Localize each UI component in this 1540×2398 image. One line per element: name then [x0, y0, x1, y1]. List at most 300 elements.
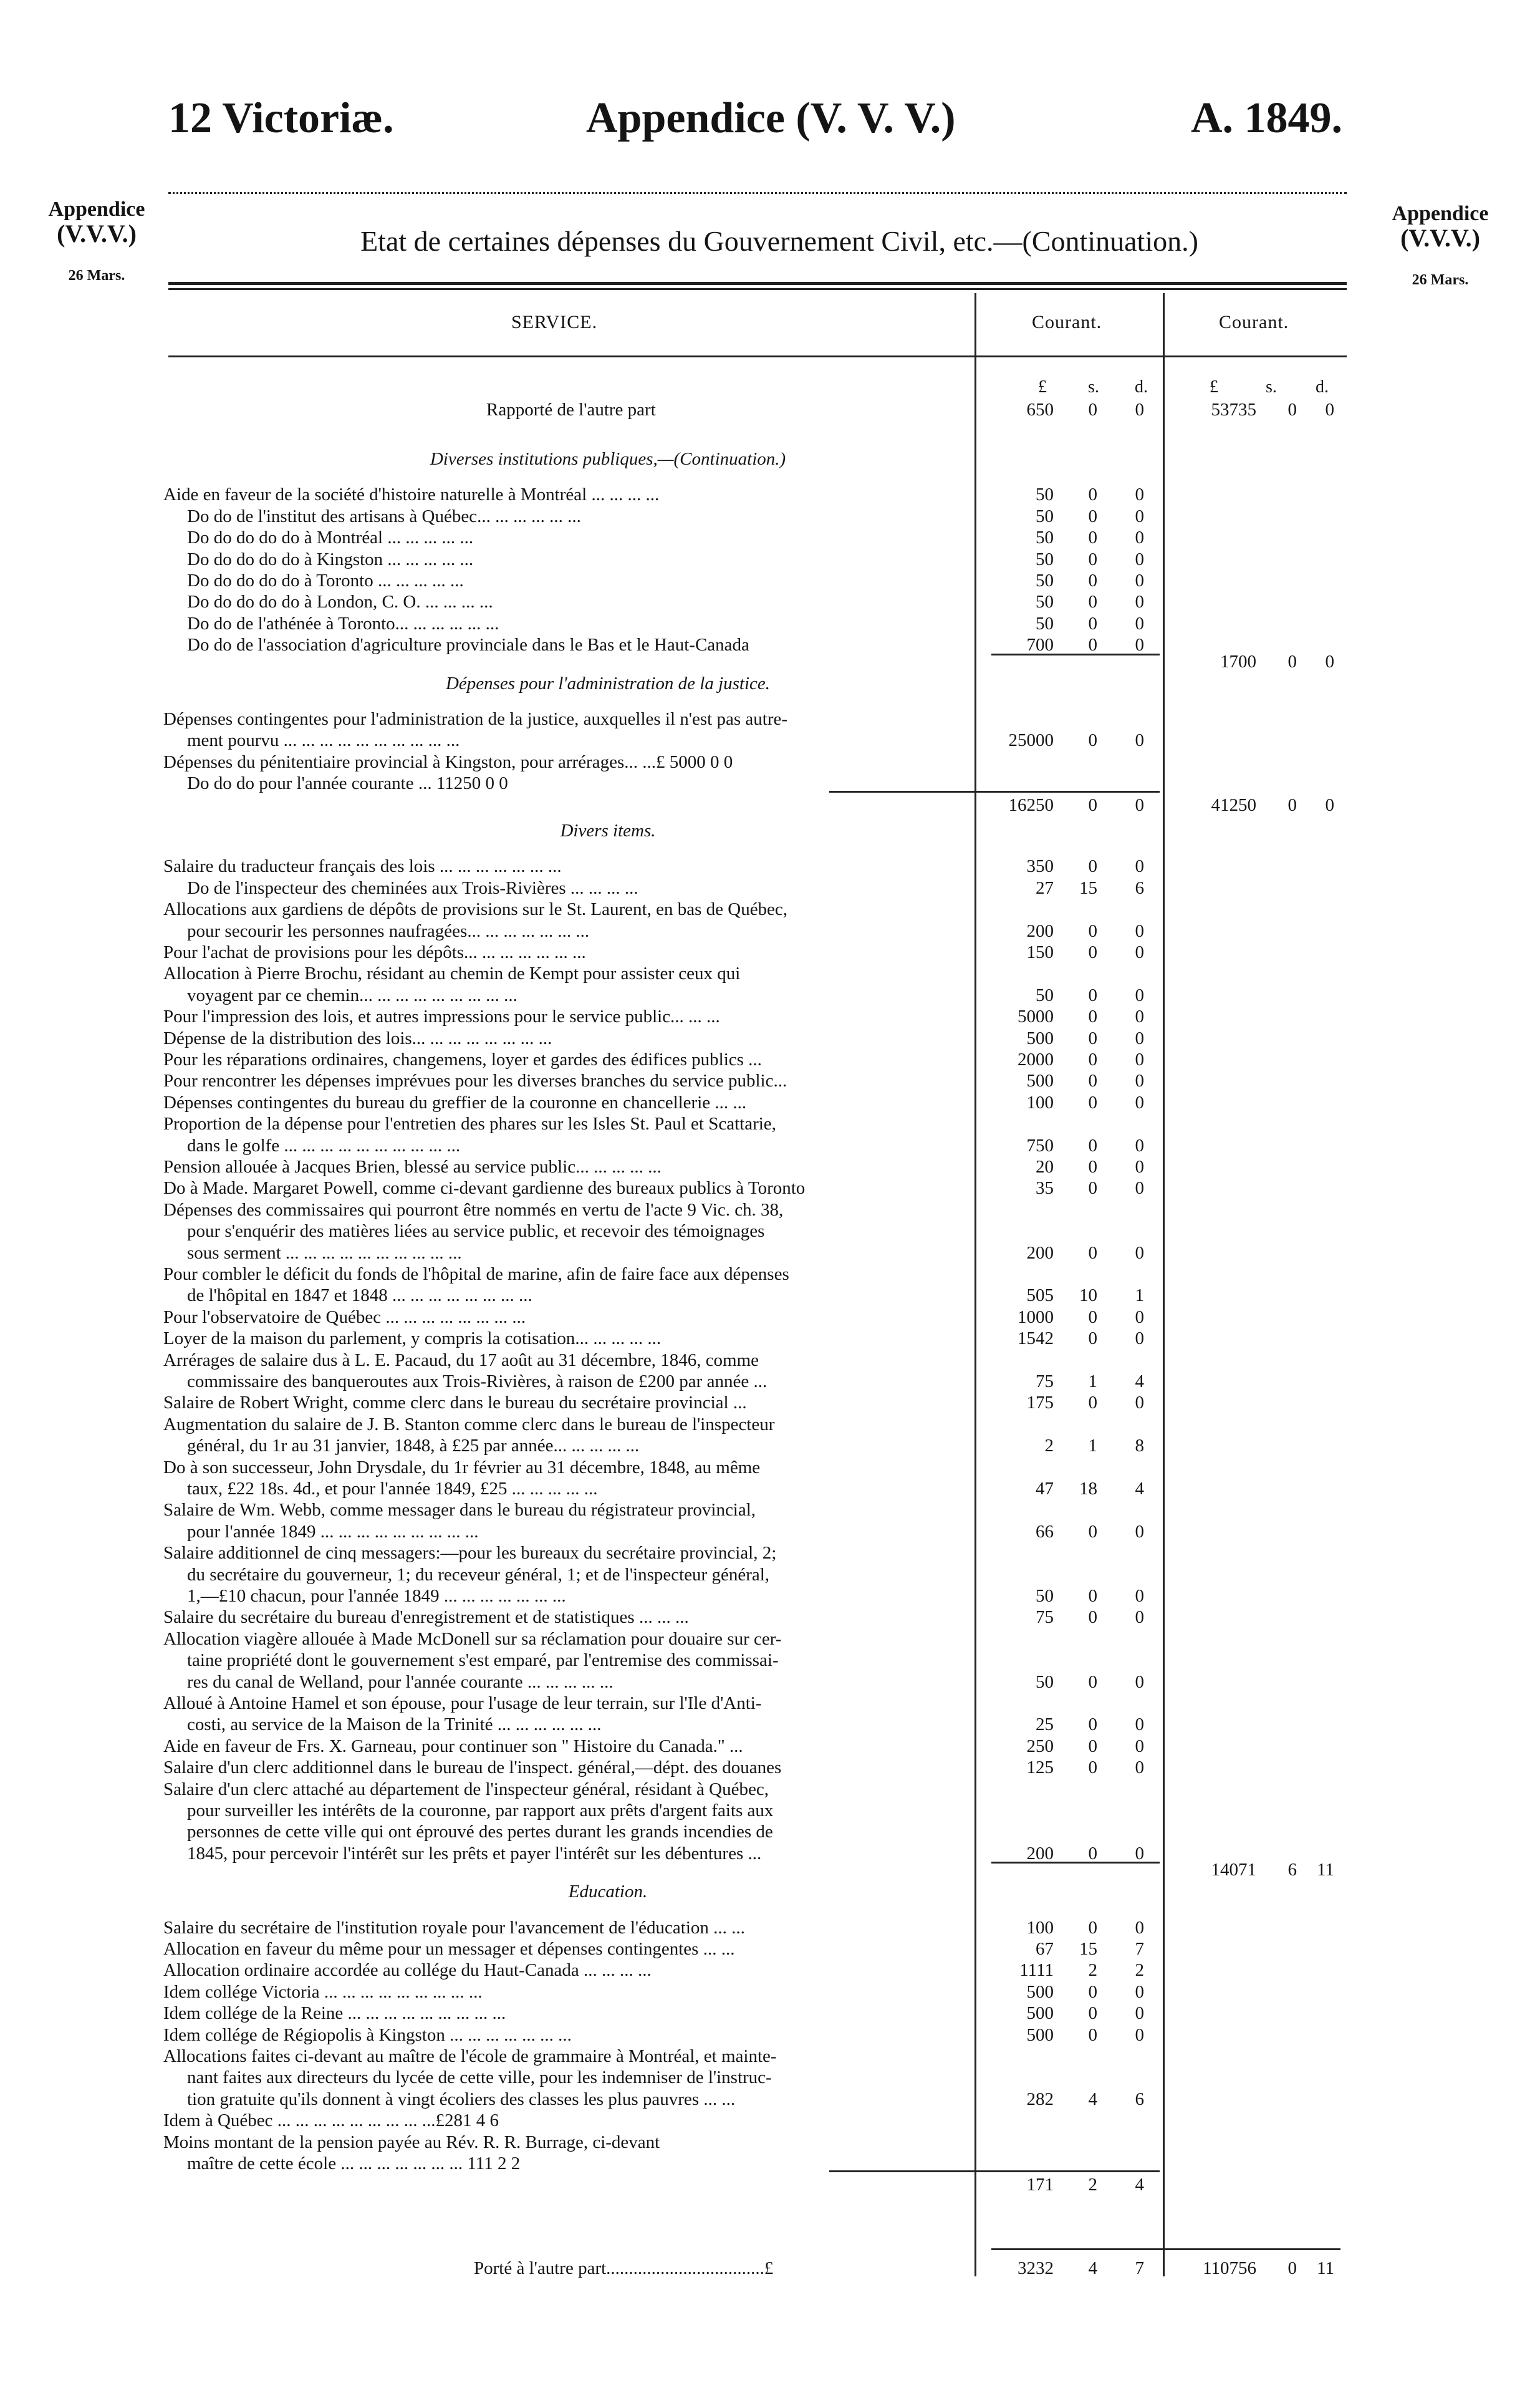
amount-pence: 0 — [1135, 730, 1144, 750]
amount-pence: 0 — [1135, 528, 1144, 548]
table-row — [0, 1350, 1540, 1371]
row-label: maître de cette école ... ... ... ... ... ... ... 111 2 2 — [187, 2154, 521, 2173]
amount-pence: 0 — [1135, 1918, 1144, 1938]
row-label: tion gratuite qu'ils donnent à vingt écoliers des classes les plus pauvres ... ... — [187, 2089, 736, 2109]
row-label: pour surveiller les intérêts de la couronne, par rapport aux prêts d'argent faits aux — [187, 1801, 774, 1820]
table-row — [0, 2046, 1540, 2067]
total-pounds: 14071 — [1211, 1860, 1256, 1880]
table-row — [0, 2024, 1540, 2046]
amount-shillings: 18 — [1079, 1479, 1097, 1499]
amount-shillings: 0 — [1088, 1586, 1097, 1606]
row-label: Dépenses contingentes du bureau du greffier de la couronne en chancellerie ... ... — [163, 1093, 747, 1113]
table-row — [0, 1285, 1540, 1306]
table-row — [0, 1135, 1540, 1156]
amount-pence: 0 — [1135, 1714, 1144, 1734]
amount-pence: 4 — [1135, 2175, 1144, 2195]
unit-pound: £ — [1210, 377, 1218, 397]
amount-shillings: 0 — [1088, 1093, 1097, 1113]
amount-shillings: 0 — [1088, 1243, 1097, 1263]
amount-shillings: 15 — [1079, 1939, 1097, 1959]
row-label: nant faites aux directeurs du lycée de cette ville, pour les indemniser de l'instruc- — [187, 2067, 772, 2087]
row-label: Pour rencontrer les dépenses imprévues pour les diverses branches du service public... — [163, 1071, 787, 1091]
total-pounds: 53735 — [1211, 400, 1256, 420]
amount-shillings: 0 — [1088, 635, 1097, 655]
table-row — [0, 1938, 1540, 1960]
amount-pence: 0 — [1135, 506, 1144, 526]
amount-pence: 0 — [1135, 2025, 1144, 2045]
row-label: taux, £22 18s. 4d., et pour l'année 1849, £25 ... ... ... ... ... — [187, 1479, 598, 1499]
amount-shillings: 0 — [1088, 1918, 1097, 1938]
table-row — [0, 1049, 1540, 1070]
table-row — [0, 1736, 1540, 1757]
amount-shillings: 4 — [1088, 2089, 1097, 2109]
table-row — [0, 942, 1540, 963]
amount-pounds: 200 — [1026, 1844, 1054, 1864]
amount-shillings: 0 — [1088, 2025, 1097, 2045]
table-row — [0, 1917, 1540, 1938]
amount-pounds: 25000 — [1008, 730, 1054, 750]
row-label: pour l'année 1849 ... ... ... ... ... ... ... ... ... — [187, 1522, 479, 1542]
amount-shillings: 0 — [1088, 1844, 1097, 1864]
amount-pounds: 67 — [1036, 1939, 1054, 1959]
table-row — [0, 1092, 1540, 1113]
amount-pence: 0 — [1135, 1393, 1144, 1413]
row-label: Do do de l'institut des artisans à Québec... ... ... ... ... ... — [187, 506, 581, 526]
amount-shillings: 1 — [1088, 1436, 1097, 1456]
table-row — [0, 527, 1540, 548]
amount-pence: 0 — [1135, 1736, 1144, 1756]
amount-shillings: 0 — [1088, 2003, 1097, 2023]
total-pounds: 1700 — [1220, 652, 1256, 672]
total-pence: 0 — [1325, 400, 1334, 420]
row-label: dans le golfe ... ... ... ... ... ... ... ... ... ... — [187, 1136, 461, 1156]
row-label: Augmentation du salaire de J. B. Stanton comme clerc dans le bureau de l'inspecteur — [163, 1414, 775, 1434]
opening-label: Rapporté de l'autre part — [486, 400, 656, 420]
row-label: voyagent par ce chemin... ... ... ... ... ... ... ... ... — [187, 985, 517, 1005]
table-row — [0, 730, 1540, 751]
table-row — [0, 1757, 1540, 1778]
table-row — [0, 1499, 1540, 1521]
table-row — [0, 899, 1540, 920]
amount-pounds: 500 — [1026, 2003, 1054, 2023]
amount-shillings: 0 — [1088, 1672, 1097, 1692]
amount-pence: 0 — [1135, 942, 1144, 962]
amount-pounds: 27 — [1036, 878, 1054, 898]
amount-shillings: 0 — [1088, 730, 1097, 750]
amount-pounds: 200 — [1026, 921, 1054, 941]
row-label: Do do do do do à London, C. O. ... ... ... ... — [187, 592, 493, 612]
header-center: Appendice (V. V. V.) — [586, 94, 956, 142]
table-row — [0, 484, 1540, 505]
amount-shillings: 0 — [1088, 1071, 1097, 1091]
amount-pence: 0 — [1135, 2003, 1144, 2023]
table-row — [0, 1392, 1540, 1413]
row-label: Dépenses contingentes pour l'administration de la justice, auxquelles il n'est pas autre- — [163, 709, 788, 729]
total-shillings: 0 — [1287, 795, 1297, 815]
table-row — [0, 752, 1540, 773]
row-label: Allocations faites ci-devant au maître de l'école de grammaire à Montréal, et mainte- — [163, 2046, 777, 2066]
table-row — [0, 1521, 1540, 1542]
top-rule — [168, 192, 1347, 194]
table-row — [0, 1264, 1540, 1285]
amount-pounds: 75 — [1036, 1607, 1054, 1627]
total-pence: 0 — [1325, 795, 1334, 815]
amount-pence: 0 — [1135, 1243, 1144, 1263]
margin-code: (V.V.V.) — [57, 219, 137, 248]
table-row — [0, 773, 1540, 794]
row-label: Allocation à Pierre Brochu, résidant au chemin de Kempt pour assister ceux qui — [163, 964, 741, 984]
table-row — [0, 1671, 1540, 1693]
amount-shillings: 0 — [1088, 1028, 1097, 1048]
table-row — [0, 1981, 1540, 2003]
closing-row — [0, 2258, 1540, 2279]
table-row — [0, 1242, 1540, 1264]
amount-pounds: 250 — [1026, 1736, 1054, 1756]
row-label: Dépense de la distribution des lois... ... ... ... ... ... ... ... — [163, 1028, 552, 1048]
amount-shillings: 0 — [1088, 1736, 1097, 1756]
page-title: Etat de certaines dépenses du Gouvernement Civil, etc.—(Continuation.) — [360, 225, 1198, 257]
amount-shillings: 0 — [1088, 1178, 1097, 1198]
row-label: Idem collége de la Reine ... ... ... ... ... ... ... ... ... — [163, 2003, 506, 2023]
margin-note-right — [1359, 203, 1521, 288]
total-pence: 11 — [1317, 2258, 1334, 2278]
total-shillings: 0 — [1287, 2258, 1297, 2278]
row-label: Salaire additionnel de cinq messagers:—pour les bureaux du secrétaire provincial, 2; — [163, 1543, 777, 1563]
column-courant-left: Courant. — [1032, 312, 1102, 332]
table-row — [0, 708, 1540, 730]
amount-pounds: 100 — [1026, 1918, 1054, 1938]
amount-pounds: 100 — [1026, 1093, 1054, 1113]
amount-pounds: 50 — [1036, 592, 1054, 612]
table-row — [0, 795, 1540, 816]
amount-pounds: 150 — [1026, 942, 1054, 962]
amount-pounds: 500 — [1026, 2025, 1054, 2045]
amount-shillings: 0 — [1088, 506, 1097, 526]
section-title: Education. — [568, 1882, 648, 1902]
amount-pounds: 20 — [1036, 1157, 1054, 1177]
table-row — [0, 1113, 1540, 1134]
amount-pounds: 3232 — [1018, 2258, 1054, 2278]
unit-pence: d. — [1316, 377, 1329, 397]
row-label: Do de l'inspecteur des cheminées aux Trois-Rivières ... ... ... ... — [187, 878, 638, 898]
row-label: Dépenses des commissaires qui pourront être nommés en vertu de l'acte 9 Vic. ch. 38, — [163, 1200, 784, 1220]
table-row — [0, 2153, 1540, 2174]
amount-pounds: 500 — [1026, 1071, 1054, 1091]
row-label: Arrérages de salaire dus à L. E. Pacaud, du 17 août au 31 décembre, 1846, comme — [163, 1350, 759, 1370]
section-title: Diverses institutions publiques,—(Continuation.) — [430, 449, 786, 469]
amount-shillings: 0 — [1088, 856, 1097, 876]
amount-pounds: 171 — [1026, 2175, 1054, 2195]
row-label: Salaire de Wm. Webb, comme messager dans le bureau du régistrateur provincial, — [163, 1500, 756, 1520]
row-label: Loyer de la maison du parlement, y compris la cotisation... ... ... ... ... — [163, 1328, 662, 1348]
table-row — [0, 1070, 1540, 1091]
section-title: Dépenses pour l'administration de la justice. — [445, 673, 771, 694]
subtotal-rule — [829, 2170, 1160, 2172]
amount-pence: 8 — [1135, 1436, 1144, 1456]
amount-pounds: 50 — [1036, 985, 1054, 1005]
amount-shillings: 0 — [1088, 1522, 1097, 1542]
amount-pounds: 35 — [1036, 1178, 1054, 1198]
amount-pounds: 50 — [1036, 528, 1054, 548]
amount-pence: 0 — [1135, 635, 1144, 655]
row-label: Do à son successeur, John Drysdale, du 1r février au 31 décembre, 1848, au même — [163, 1458, 761, 1477]
table-row — [0, 1457, 1540, 1478]
row-label: Idem à Québec ... ... ... ... ... ... ... ... ...£281 4 6 — [163, 2110, 499, 2130]
amount-pence: 7 — [1135, 1939, 1144, 1959]
table-row — [0, 1564, 1540, 1585]
table-row — [0, 1435, 1540, 1456]
amount-pence: 2 — [1135, 1960, 1144, 1980]
amount-pounds: 700 — [1026, 635, 1054, 655]
amount-pence: 6 — [1135, 2089, 1144, 2109]
header-right: A. 1849. — [1191, 94, 1343, 142]
row-label: Do do do do do à Montréal ... ... ... ... ... — [187, 528, 474, 548]
row-label: pour secourir les personnes naufragées... ... ... ... ... ... ... — [187, 921, 590, 941]
row-label: Pour l'observatoire de Québec ... ... ... ... ... ... ... ... — [163, 1307, 526, 1327]
closing-rule — [991, 2248, 1340, 2250]
amount-pence: 1 — [1135, 1285, 1144, 1305]
amount-pence: 0 — [1135, 1672, 1144, 1692]
amount-shillings: 0 — [1088, 942, 1097, 962]
amount-pence: 0 — [1135, 856, 1144, 876]
row-label: Salaire du secrétaire du bureau d'enregistrement et de statistiques ... ... ... — [163, 1607, 689, 1627]
row-label: 1845, pour percevoir l'intérêt sur les prêts et payer l'intérêt sur les débentures ... — [187, 1844, 762, 1864]
table-row — [0, 1177, 1540, 1199]
row-label: général, du 1r au 31 janvier, 1848, à £25 par année... ... ... ... ... — [187, 1436, 640, 1456]
table-row — [0, 506, 1540, 527]
amount-pence: 0 — [1135, 1607, 1144, 1627]
amount-pence: 0 — [1135, 921, 1144, 941]
table-row — [0, 2067, 1540, 2088]
table-row — [0, 1628, 1540, 1650]
amount-shillings: 2 — [1088, 1960, 1097, 1980]
amount-pence: 0 — [1135, 1157, 1144, 1177]
amount-pounds: 50 — [1036, 571, 1054, 591]
amount-shillings: 0 — [1088, 1050, 1097, 1070]
row-label: Salaire de Robert Wright, comme clerc dans le bureau du secrétaire provincial ... — [163, 1393, 747, 1413]
row-label: ment pourvu ... ... ... ... ... ... ... ... ... ... — [187, 730, 460, 750]
table-row — [0, 570, 1540, 591]
amount-shillings: 0 — [1088, 795, 1097, 815]
table-row — [0, 1221, 1540, 1242]
row-label: Pour l'impression des lois, et autres impressions pour le service public... ... ... — [163, 1007, 720, 1027]
amount-shillings: 2 — [1088, 2175, 1097, 2195]
margin-date: 26 Mars. — [1412, 271, 1469, 288]
row-label: Pour les réparations ordinaires, changemens, loyer et gardes des édifices publics ... — [163, 1050, 762, 1070]
amount-shillings: 0 — [1088, 1157, 1097, 1177]
amount-pence: 0 — [1135, 1586, 1144, 1606]
amount-shillings: 0 — [1088, 1007, 1097, 1027]
table-row — [0, 1478, 1540, 1499]
amount-shillings: 0 — [1088, 1982, 1097, 2002]
table-row — [0, 591, 1540, 612]
amount-pence: 0 — [1135, 592, 1144, 612]
amount-shillings: 0 — [1088, 571, 1097, 591]
amount-pounds: 1111 — [1019, 1960, 1054, 1980]
amount-pence: 0 — [1135, 1522, 1144, 1542]
amount-pounds: 25 — [1036, 1714, 1054, 1734]
margin-date: 26 Mars. — [68, 267, 125, 284]
table-row — [0, 1779, 1540, 1800]
table-row — [0, 1960, 1540, 1981]
amount-pence: 0 — [1135, 1093, 1144, 1113]
row-label: Alloué à Antoine Hamel et son épouse, pour l'usage de leur terrain, sur l'Ile d'Anti- — [163, 1693, 762, 1713]
amount-pence: 0 — [1135, 1007, 1144, 1027]
amount-shillings: 0 — [1088, 614, 1097, 634]
unit-shilling: s. — [1266, 377, 1277, 397]
amount-pence: 0 — [1135, 1757, 1144, 1777]
amount-pence: 0 — [1135, 1050, 1144, 1070]
amount-pence: 6 — [1135, 878, 1144, 898]
unit-pound: £ — [1038, 377, 1047, 397]
amount-pence: 0 — [1135, 485, 1144, 505]
amount-shillings: 0 — [1088, 1757, 1097, 1777]
row-label: Aide en faveur de la société d'histoire naturelle à Montréal ... ... ... ... — [163, 485, 660, 505]
row-label: Do do do do do à Toronto ... ... ... ... ... — [187, 571, 464, 591]
amount-shillings: 15 — [1079, 878, 1097, 898]
amount-pounds: 350 — [1026, 856, 1054, 876]
row-label: res du canal de Welland, pour l'année courante ... ... ... ... ... — [187, 1672, 614, 1692]
table-row — [0, 1414, 1540, 1435]
amount-shillings: 1 — [1088, 1371, 1097, 1391]
table-row — [0, 1307, 1540, 1328]
amount-pence: 4 — [1135, 1479, 1144, 1499]
row-label: Do do de l'athénée à Toronto... ... ... ... ... ... — [187, 614, 499, 634]
amount-pence: 0 — [1135, 1307, 1144, 1327]
total-pence: 11 — [1317, 1860, 1334, 1880]
amount-pounds: 66 — [1036, 1522, 1054, 1542]
row-label: Do à Made. Margaret Powell, comme ci-devant gardienne des bureaux publics à Toronto — [163, 1178, 806, 1198]
margin-appendice: Appendice — [48, 198, 145, 221]
table-row — [0, 2003, 1540, 2024]
amount-pence: 0 — [1135, 1178, 1144, 1198]
amount-shillings: 0 — [1088, 592, 1097, 612]
title-rule-thin — [168, 288, 1347, 290]
amount-pence: 0 — [1135, 614, 1144, 634]
table-row — [0, 1542, 1540, 1564]
row-label: Proportion de la dépense pour l'entretien des phares sur les Isles St. Paul et Scattarie, — [163, 1114, 776, 1134]
row-label: commissaire des banqueroutes aux Trois-Rivières, à raison de £200 par année ... — [187, 1371, 768, 1391]
amount-shillings: 0 — [1088, 985, 1097, 1005]
heading-rule — [168, 355, 1347, 357]
table-row — [0, 921, 1540, 942]
opening-row — [0, 399, 1540, 420]
total-shillings: 0 — [1287, 652, 1297, 672]
row-label: Salaire du secrétaire de l'institution royale pour l'avancement de l'éducation ... ... — [163, 1918, 745, 1938]
row-label: taine propriété dont le gouvernement s'est emparé, par l'entremise des commissai- — [187, 1650, 779, 1670]
table-row — [0, 2089, 1540, 2110]
unit-shilling: s. — [1088, 377, 1099, 397]
amount-pence: 0 — [1135, 1328, 1144, 1348]
row-label: Salaire du traducteur français des lois ... ... ... ... ... ... ... — [163, 856, 562, 876]
table-row — [0, 1607, 1540, 1628]
amount-pence: 0 — [1135, 1844, 1144, 1864]
amount-pounds: 750 — [1026, 1136, 1054, 1156]
table-row — [0, 1821, 1540, 1842]
row-label: Allocation en faveur du même pour un messager et dépenses contingentes ... ... — [163, 1939, 735, 1959]
amount-pence: 0 — [1135, 571, 1144, 591]
table-row — [0, 1800, 1540, 1821]
amount-pounds: 500 — [1026, 1982, 1054, 2002]
table-row — [0, 1199, 1540, 1221]
amount-pounds: 650 — [1026, 400, 1054, 420]
row-label: Idem collége Victoria ... ... ... ... ... ... ... ... ... — [163, 1982, 483, 2002]
amount-shillings: 0 — [1088, 1307, 1097, 1327]
amount-pounds: 16250 — [1008, 795, 1054, 815]
table-row — [0, 963, 1540, 984]
amount-shillings: 0 — [1088, 1714, 1097, 1734]
amount-pounds: 50 — [1036, 614, 1054, 634]
amount-shillings: 0 — [1088, 485, 1097, 505]
amount-pounds: 1000 — [1018, 1307, 1054, 1327]
amount-pence: 4 — [1135, 1371, 1144, 1391]
amount-pounds: 175 — [1026, 1393, 1054, 1413]
table-row — [0, 1156, 1540, 1177]
amount-shillings: 0 — [1088, 921, 1097, 941]
row-label: Salaire d'un clerc attaché au département de l'inspecteur général, résidant à Québec, — [163, 1779, 769, 1799]
amount-pounds: 50 — [1036, 506, 1054, 526]
amount-shillings: 0 — [1088, 528, 1097, 548]
table-row — [0, 856, 1540, 877]
table-row — [0, 1371, 1540, 1392]
margin-note-left — [25, 198, 168, 284]
amount-pence: 0 — [1135, 1028, 1144, 1048]
closing-label: Porté à l'autre part...................................£ — [474, 2258, 774, 2278]
amount-shillings: 4 — [1088, 2258, 1097, 2278]
row-label: Allocation ordinaire accordée au collége du Haut-Canada ... ... ... ... — [163, 1960, 652, 1980]
amount-pence: 0 — [1135, 400, 1144, 420]
table-row — [0, 1693, 1540, 1714]
row-label: Moins montant de la pension payée au Rév. R. R. Burrage, ci-devant — [163, 2132, 660, 2152]
amount-shillings: 10 — [1079, 1285, 1097, 1305]
table-row — [0, 1328, 1540, 1349]
amount-pounds: 50 — [1036, 1672, 1054, 1692]
section-total-row — [0, 651, 1540, 672]
row-label: Do do do pour l'année courante ... 11250 0 0 — [187, 773, 508, 793]
section-title: Divers items. — [560, 821, 656, 841]
row-label: Dépenses du pénitentiaire provincial à Kingston, pour arrérages... ...£ 5000 0 0 — [163, 752, 733, 772]
amount-pounds: 505 — [1026, 1285, 1054, 1305]
amount-pounds: 500 — [1026, 1028, 1054, 1048]
amount-pounds: 50 — [1036, 485, 1054, 505]
column-courant-right: Courant. — [1219, 312, 1289, 332]
amount-shillings: 0 — [1088, 400, 1097, 420]
table-row — [0, 2132, 1540, 2153]
table-row — [0, 1006, 1540, 1027]
amount-shillings: 0 — [1088, 549, 1097, 569]
amount-pounds: 125 — [1026, 1757, 1054, 1777]
unit-pence: d. — [1135, 377, 1148, 397]
total-pounds: 41250 — [1211, 795, 1256, 815]
table-row — [0, 877, 1540, 899]
total-shillings: 0 — [1287, 400, 1297, 420]
row-label: de l'hôpital en 1847 et 1848 ... ... ... ... ... ... ... ... — [187, 1285, 532, 1305]
amount-pence: 0 — [1135, 1982, 1144, 2002]
amount-pounds: 47 — [1036, 1479, 1054, 1499]
margin-code: (V.V.V.) — [1400, 223, 1480, 252]
amount-shillings: 0 — [1088, 1393, 1097, 1413]
row-label: Allocations aux gardiens de dépôts de provisions sur le St. Laurent, en bas de Québec, — [163, 899, 788, 919]
amount-pence: 0 — [1135, 549, 1144, 569]
table-row — [0, 985, 1540, 1006]
row-label: personnes de cette ville qui ont éprouvé des pertes durant les grands incendies de — [187, 1822, 773, 1842]
table-row — [0, 549, 1540, 570]
amount-pounds: 50 — [1036, 1586, 1054, 1606]
row-label: Pour combler le déficit du fonds de l'hôpital de marine, afin de faire face aux dépenses — [163, 1264, 789, 1284]
row-label: 1,—£10 chacun, pour l'année 1849 ... ... ... ... ... ... ... — [187, 1586, 566, 1606]
margin-appendice: Appendice — [1392, 202, 1489, 225]
amount-pounds: 2 — [1044, 1436, 1054, 1456]
